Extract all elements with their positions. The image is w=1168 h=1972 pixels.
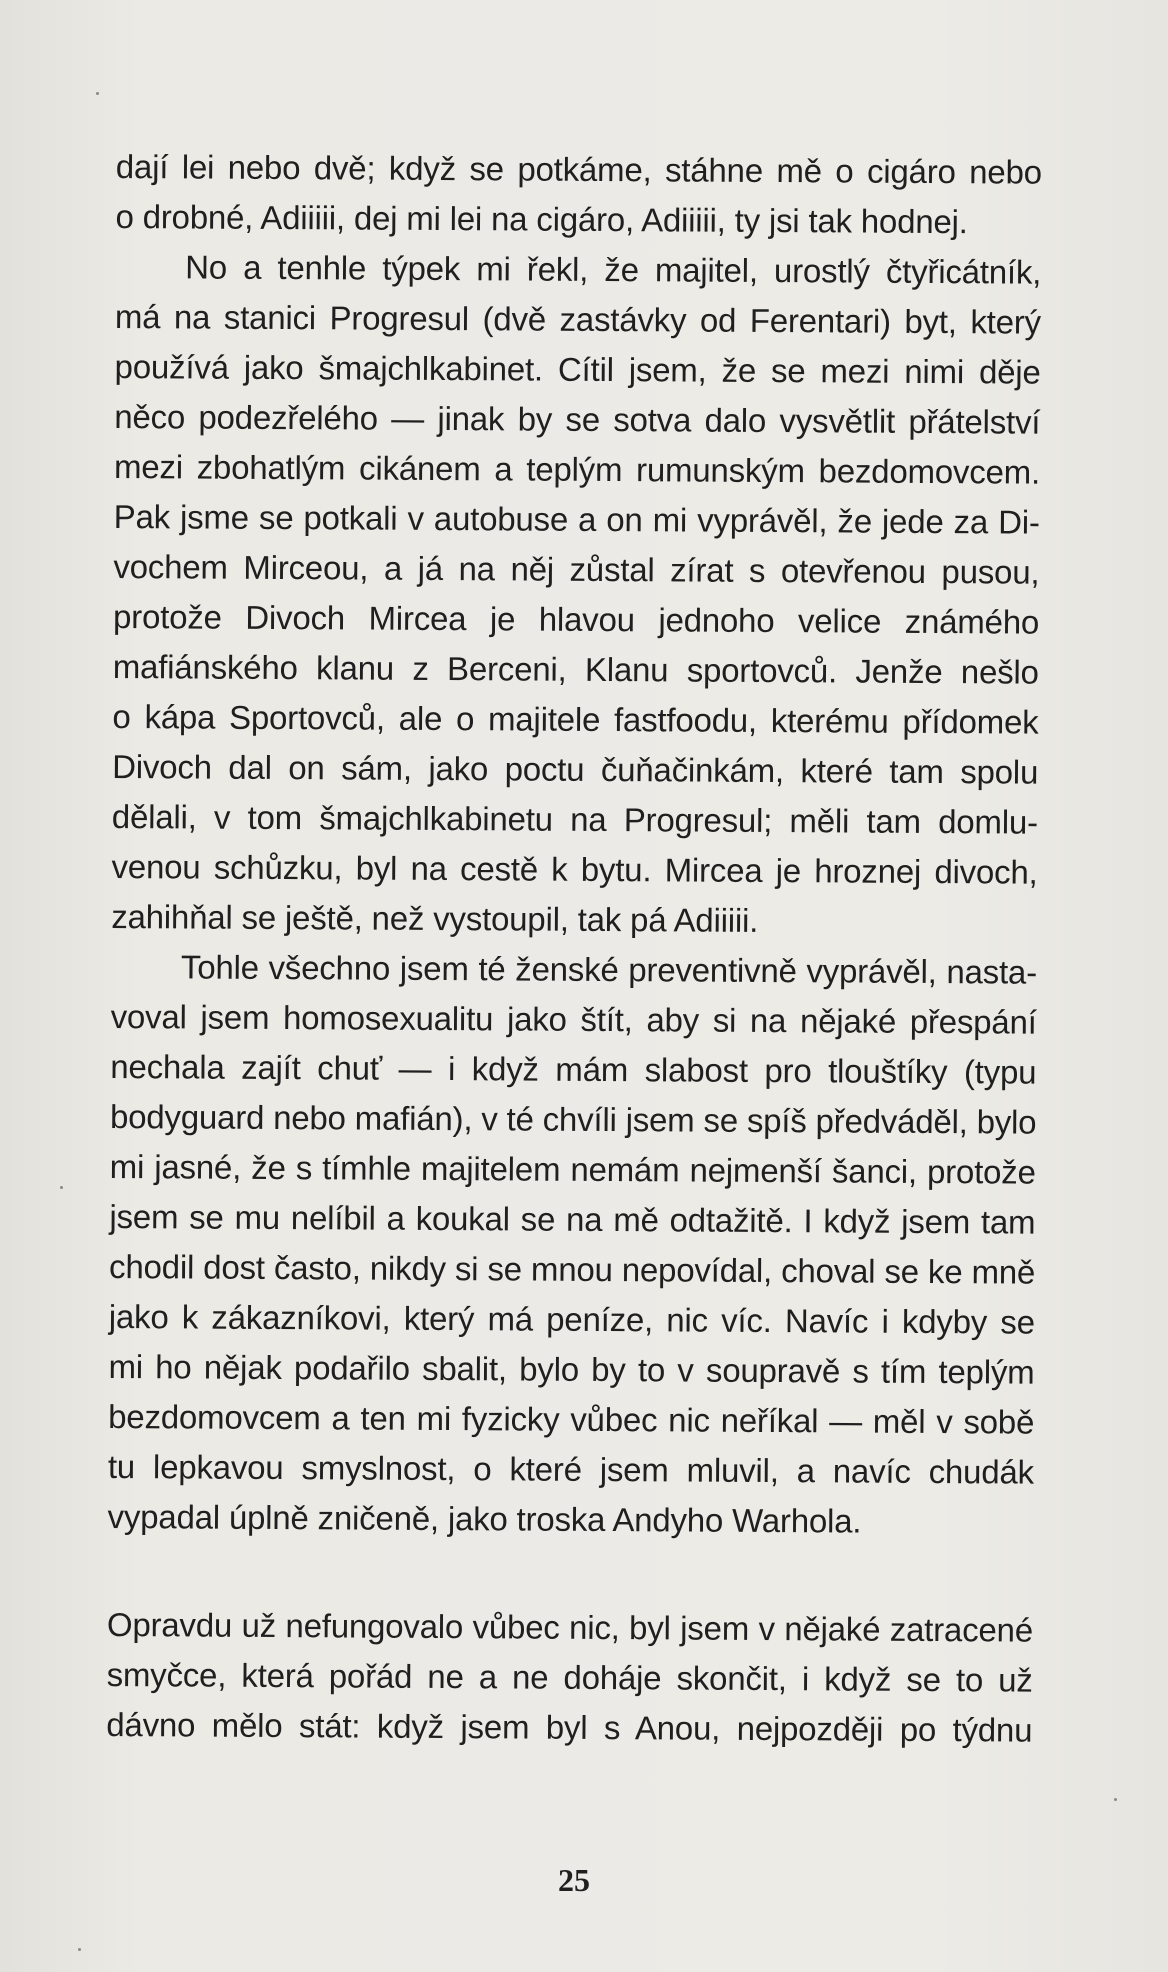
text-line: mafiánského klanu z Berceni, Klanu sportovců. Jenže nešlo <box>112 647 1039 691</box>
text-line: Pak jsme se potkali v autobuse a on mi vyprávěl, že jede za Di- <box>113 497 1040 541</box>
paper-speck <box>1114 1798 1117 1801</box>
paragraph-1 <box>115 142 1042 248</box>
text-line: Tohle všechno jsem té ženské preventivně vyprávěl, nasta- <box>180 948 1038 991</box>
text-line: o drobné, Adiiiii, dej mi lei na cigáro, Adiiiii, ty jsi tak hodnej. <box>115 197 968 241</box>
text-line: smyčce, která pořád ne a ne doháje skončit, i když se to už <box>106 1655 1033 1699</box>
text-line: o kápa Sportovců, ale o majitele fastfoodu, kterému přídomek <box>112 697 1039 741</box>
text-line: vypadal úplně zničeně, jako troska Andyho Warhola. <box>107 1497 862 1540</box>
text-line: má na stanici Progresul (dvě zastávky od Ferentari) byt, který <box>114 297 1042 341</box>
text-line: dají lei nebo dvě; když se potkáme, stáhne mě o cigáro nebo <box>115 147 1042 191</box>
text-line: bodyguard nebo mafián), v té chvíli jsem se spíš předváděl, bylo <box>109 1097 1037 1141</box>
text-line: mezi zbohatlým cikánem a teplým rumunským bezdomovcem. <box>113 447 1041 491</box>
page-number: 25 <box>558 1862 590 1898</box>
text-line: chodil dost často, nikdy si se mnou nepovídal, choval se ke mně <box>109 1247 1036 1291</box>
text-line: zahihňal se ještě, než vystoupil, tak pá Adiiiii. <box>111 897 759 939</box>
paragraph-4 <box>106 1600 1033 1756</box>
text-line: No a tenhle týpek mi řekl, že majitel, urostlý čtyřicátník, <box>185 248 1042 291</box>
text-line: dělali, v tom šmajchlkabinetu na Progresul; měli tam domlu- <box>111 797 1038 841</box>
text-line: Divoch dal on sám, jako poctu čuňačinkám, které tam spolu <box>112 747 1039 791</box>
text-line: Opravdu už nefungovalo vůbec nic, byl jsem v nějaké zatracené <box>106 1605 1034 1649</box>
paper-speck <box>78 1948 81 1951</box>
text-line: jsem se mu nelíbil a koukal se na mě odtažitě. I když jsem tam <box>109 1197 1036 1241</box>
text-line: protože Divoch Mircea je hlavou jednoho velice známého <box>112 597 1040 641</box>
text-line: vochem Mirceou, a já na něj zůstal zírat s otevřenou pusou, <box>113 547 1040 591</box>
text-line: jako k zákazníkovi, který má peníze, nic víc. Navíc i kdyby se <box>108 1297 1035 1341</box>
text-line: bezdomovcem a ten mi fyzicky vůbec nic neříkal — měl v sobě <box>108 1397 1035 1441</box>
text-line: něco podezřelého — jinak by se sotva dalo vysvětlit přátelství <box>114 397 1041 441</box>
text-line: používá jako šmajchlkabinet. Cítil jsem, že se mezi nimi děje <box>114 347 1041 391</box>
text-line: dávno mělo stát: když jsem byl s Anou, nejpozději po týdnu <box>106 1705 1033 1749</box>
section-break <box>107 1542 1033 1606</box>
text-line: mi jasné, že s tímhle majitelem nemám nejmenší šanci, protože <box>109 1147 1036 1191</box>
paper-speck <box>60 1186 63 1189</box>
body-text <box>106 142 1042 1756</box>
text-line: tu lepkavou smyslnost, o které jsem mluvil, a navíc chudák <box>107 1447 1035 1491</box>
paragraph-2 <box>111 242 1041 948</box>
text-line: venou schůzku, byl na cestě k bytu. Mircea je hroznej divoch, <box>111 847 1038 891</box>
paragraph-3 <box>107 942 1037 1548</box>
text-line: voval jsem homosexualitu jako štít, aby si na nějaké přespání <box>110 997 1037 1041</box>
text-line: nechala zajít chuť — i když mám slabost pro tlouštíky (typu <box>110 1047 1037 1091</box>
paper-speck <box>96 92 99 95</box>
text-line: mi ho nějak podařilo sbalit, bylo by to v soupravě s tím teplým <box>108 1347 1035 1391</box>
